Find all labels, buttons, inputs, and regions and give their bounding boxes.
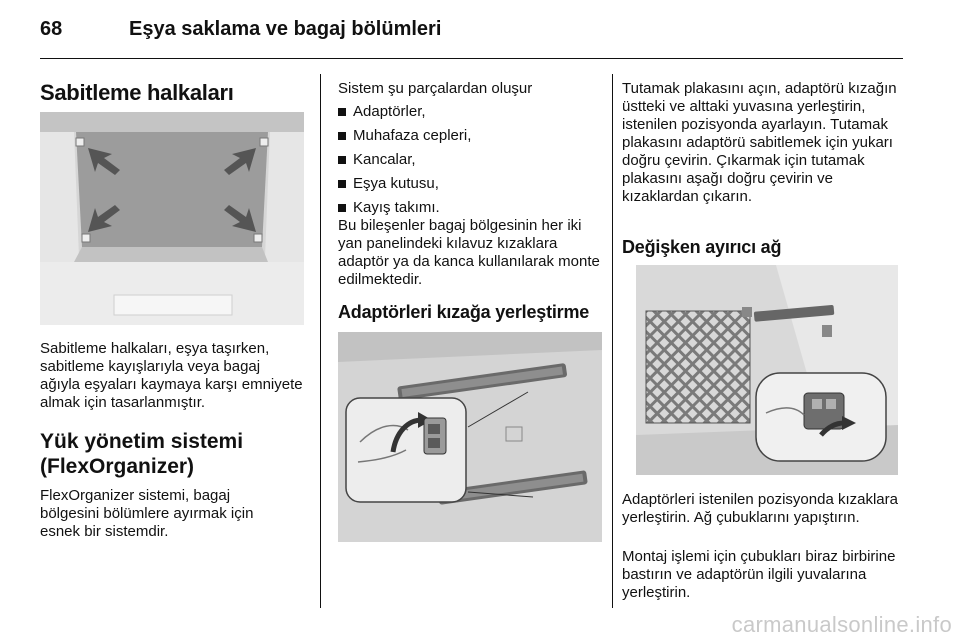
anchor-rings-description: Sabitleme halkaları, eşya taşırken, sabitleme kayışlarıyla veya bagaj ağıyla eşyaları kaymaya karşı emniyete almak için tasarlanmıştır.	[40, 340, 303, 411]
list-item: Kayış takımı.	[338, 199, 604, 217]
list-item: Muhafaza cepleri,	[338, 127, 604, 145]
chapter-title: Eşya saklama ve bagaj bölümleri	[129, 18, 442, 40]
heading-line-2: (FlexOrganizer)	[40, 455, 195, 478]
components-list	[338, 103, 604, 223]
page-number: 68	[40, 18, 63, 40]
heading-line-1: Yük yönetim sistemi	[40, 430, 244, 453]
header-rule	[40, 58, 903, 59]
net-illustration	[636, 265, 898, 475]
figure-divider-net	[636, 265, 898, 475]
flexorganizer-description: FlexOrganizer sistemi, bagaj bölgesini bölümlere ayırmak için esnek bir sistemdir.	[40, 487, 254, 540]
components-mounting-text: Bu bileşenler bagaj bölgesinin her iki yan panelindeki kılavuz kızaklara adaptör ya da kanca kullanılarak monte edilmektedir.	[338, 217, 600, 288]
net-mount-text: Montaj işlemi için çubukları biraz birbirine bastırın ve adaptörün ilgili yuvalarına yerleştirin.	[622, 548, 896, 601]
section-heading-load-management	[40, 429, 304, 479]
list-item: Kancalar,	[338, 151, 604, 169]
trunk-illustration	[40, 112, 304, 325]
figure-adapter-rail	[338, 332, 602, 542]
components-intro: Sistem şu parçalardan oluşur	[338, 80, 533, 97]
column-divider-1	[320, 74, 321, 608]
figure-trunk-anchor-rings	[40, 112, 304, 325]
section-heading-anchor-rings: Sabitleme halkaları	[40, 80, 234, 105]
net-install-text: Adaptörleri istenilen pozisyonda kızaklara yerleştirin. Ağ çubuklarını yapıştırın.	[622, 491, 898, 526]
watermark: carmanualsonline.info	[731, 612, 952, 637]
section-heading-divider-net: Değişken ayırıcı ağ	[622, 237, 782, 257]
section-heading-adapter-install: Adaptörleri kızağa yerleştirme	[338, 302, 590, 322]
list-item: Eşya kutusu,	[338, 175, 604, 193]
column-divider-2	[612, 74, 613, 608]
list-item: Adaptörler,	[338, 103, 604, 121]
adapter-illustration	[338, 332, 602, 542]
page-header	[40, 14, 910, 48]
adapter-instructions: Tutamak plakasını açın, adaptörü kızağın üstteki ve alttaki yuvasına yerleştirin, istenilen pozisyonda ayarlayın. Tutamak plakasını adaptörü sabitlemek için yukarı doğru çevirin. Çıkarmak için tutamak plakasını aşağı doğru çevirin ve kızaklardan çıkarın.	[622, 80, 897, 205]
